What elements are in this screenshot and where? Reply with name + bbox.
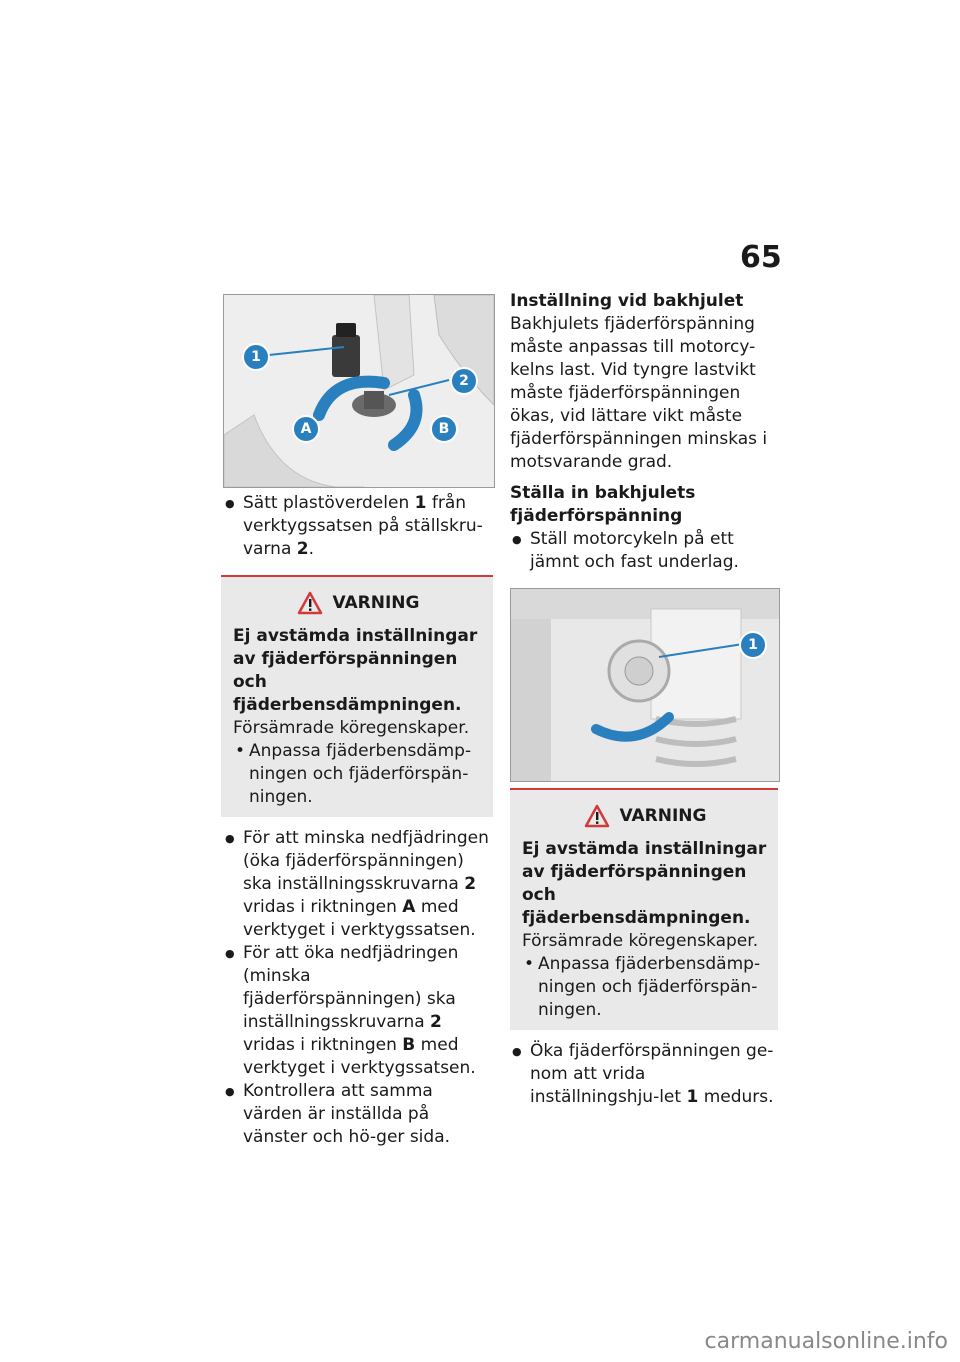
front-fork-preload-figure (223, 294, 495, 488)
left-column (223, 492, 493, 1149)
warning-action: • Anpassa fjäderbensdämp-ningen och fjäderförspän-ningen. (233, 740, 483, 809)
heading-adjust-rear-preload: Ställa in bakhjulets fjäderförspänning (510, 483, 696, 526)
step-park-motorcycle: ● Ställ motorcykeln på ett jämnt och fast underlag. (510, 528, 778, 574)
callout-1: 1 (739, 631, 767, 659)
warning-cause: Ej avstämda inställningar av fjäderförspänningen och fjäderbensdämpningen. (522, 839, 767, 928)
step-check-both-sides: ● Kontrollera att samma värden är inställda på vänster och hö-ger sida. (223, 1080, 493, 1149)
warning-triangle-icon (584, 804, 610, 828)
footer-watermark: carmanualsonline.info (704, 1329, 948, 1354)
right-column-lower (510, 788, 778, 1109)
rear-preload-intro: Bakhjulets fjäderförspänning måste anpassas till motorcy-kelns last. Vid tyngre lastvikt måste fjäderförspänningen ökas, vid lättare vikt måste fjäderförspänningen minskas i motsvarande grad. (510, 314, 768, 472)
warning-box-right (510, 788, 778, 1030)
page-number: 65 (740, 240, 782, 275)
callout-2: 2 (450, 367, 478, 395)
step-increase-compression: ● För att öka nedfjädringen (minska fjäderförspänningen) ska inställningsskruvarna 2 vridas i riktningen B med verktyget i verktygssatsen. (223, 942, 493, 1080)
warning-title: VARNING (233, 591, 483, 615)
rear-shock-preload-figure (510, 588, 780, 782)
warning-box-left (221, 575, 493, 817)
callout-A: A (292, 415, 320, 443)
rear-shock-illustration (511, 589, 779, 781)
warning-cause: Ej avstämda inställningar av fjäderförspänningen och fjäderbensdämpningen. (233, 626, 478, 715)
heading-rear-wheel: Inställning vid bakhjulet (510, 291, 744, 311)
warning-action: • Anpassa fjäderbensdämp-ningen och fjäderförspän-ningen. (522, 953, 768, 1022)
warning-consequence: Försämrade köregenskaper. (522, 931, 759, 951)
right-column (510, 290, 778, 574)
step-attach-cap: ● Sätt plastöverdelen 1 från verktygssatsen på ställskru-varna 2. (223, 492, 493, 561)
warning-title: VARNING (522, 804, 768, 828)
step-turn-adjuster: ● Öka fjäderförspänningen ge-nom att vrida inställningshju-let 1 medurs. (510, 1040, 778, 1109)
warning-consequence: Försämrade köregenskaper. (233, 718, 470, 738)
warning-triangle-icon (297, 591, 323, 615)
step-reduce-compression: ● För att minska nedfjädringen (öka fjäderförspänningen) ska inställningsskruvarna 2 vridas i riktningen A med verktyget i verktygssatsen. (223, 827, 493, 942)
callout-B: B (430, 415, 458, 443)
callout-1: 1 (242, 343, 270, 371)
